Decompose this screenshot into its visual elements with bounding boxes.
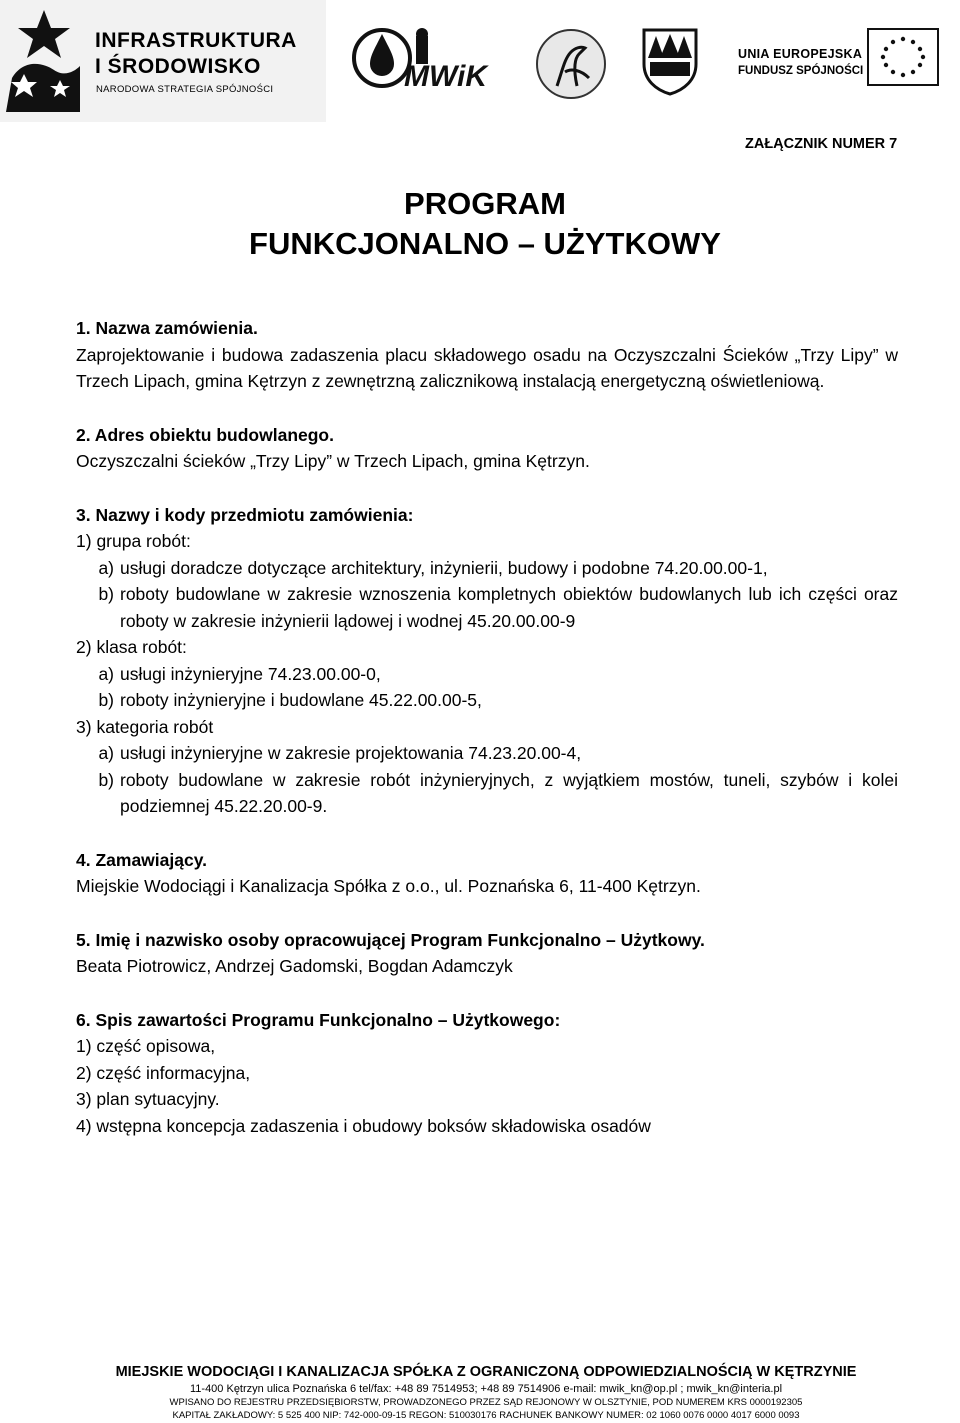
- section-1-heading: 1. Nazwa zamówienia.: [76, 318, 258, 338]
- section-6-heading: 6. Spis zawartości Programu Funkcjonalno – Użytkowego:: [76, 1009, 561, 1030]
- item-text: roboty inżynieryjne i budowlane 45.22.00.00-5,: [120, 690, 482, 710]
- mwik-logo: [352, 22, 498, 94]
- footer-capital: KAPITAŁ ZAKŁADOWY: 5 525 400 NIP: 742-000-09-15 REGON: 510030176 RACHUNEK BANKOWY NUMER: 02 1060 0076 0000 4017 6000 0093: [172, 1410, 800, 1421]
- document-body: [76, 315, 898, 1139]
- infrastruktura-logo: [0, 0, 326, 122]
- svg-text:MWiK: MWiK: [404, 60, 488, 93]
- section-1-text: Zaprojektowanie i budowa zadaszenia placu składowego osadu na Oczyszczalni Ścieków „Trzy Lipy” w Trzech Lipach, gmina Kętrzyn z zewnętrzną zalicznikową instalacją energetyczną oświetleniową.: [76, 344, 898, 391]
- group-2-item-b: [76, 687, 898, 714]
- star-figure-icon: [4, 8, 82, 114]
- group-1-num: 1): [76, 531, 92, 551]
- section-3-heading: 3. Nazwy i kody przedmiotu zamówienia:: [76, 504, 414, 525]
- group-1: [76, 528, 898, 555]
- item-label: a): [98, 557, 114, 578]
- item-label: a): [98, 663, 114, 684]
- coat-of-arms-icon: [640, 24, 700, 96]
- header-logos: [0, 0, 960, 125]
- annex-label: ZAŁĄCZNIK NUMER 7: [745, 136, 898, 152]
- document-title-line2: FUNKCJONALNO – UŻYTKOWY: [249, 226, 721, 261]
- item-label: b): [98, 769, 114, 790]
- section-4-text: Miejskie Wodociągi i Kanalizacja Spółka z o.o., ul. Poznańska 6, 11-400 Kętrzyn.: [76, 876, 701, 896]
- infra-title-line1: INFRASTRUKTURA: [95, 29, 297, 52]
- item-label: b): [98, 690, 114, 710]
- crane-emblem-icon: [535, 28, 607, 100]
- company-footer: [66, 1362, 906, 1422]
- group-3-item-b: [76, 767, 898, 820]
- group-1-item-b: [76, 581, 898, 634]
- section-5-text: Beata Piotrowicz, Andrzej Gadomski, Bogdan Adamczyk: [76, 956, 513, 976]
- group-3-num: 3): [76, 716, 92, 737]
- eu-logo-text: [738, 46, 863, 80]
- group-1-label: grupa robót:: [96, 531, 191, 551]
- contents-item-1: 1) część opisowa,: [76, 1036, 216, 1056]
- eu-line2: FUNDUSZ SPÓJNOŚCI: [738, 65, 864, 77]
- group-2-item-a: [76, 661, 898, 688]
- section-5-heading: 5. Imię i nazwisko osoby opracowującej Program Funkcjonalno – Użytkowy.: [76, 929, 705, 950]
- group-1-item-a: [76, 555, 898, 582]
- item-text: usługi inżynieryjne w zakresie projektowania 74.23.20.00-4,: [120, 743, 582, 763]
- group-2: [76, 634, 898, 661]
- eu-line1: UNIA EUROPEJSKA: [738, 47, 863, 61]
- section-4-heading: 4. Zamawiający.: [76, 849, 208, 870]
- eu-flag-icon: [867, 28, 939, 86]
- item-text: usługi inżynieryjne 74.23.00.00-0,: [120, 663, 381, 684]
- item-text: usługi doradcze dotyczące architektury, inżynierii, budowy i podobne 74.20.00.00-1,: [120, 557, 768, 578]
- group-2-num: 2): [76, 637, 92, 657]
- section-2-heading: 2. Adres obiektu budowlanego.: [76, 424, 334, 445]
- footer-registry: WPISANO DO REJESTRU PRZEDSIĘBIORSTW, PROWADZONEGO PRZEZ SĄD REJONOWY W OLSZTYNIE, POD NUMEREM KRS 0000192305: [169, 1397, 803, 1408]
- contents-item-4: 4) wstępna koncepcja zadaszenia i obudowy boksów składowiska osadów: [76, 1115, 651, 1136]
- footer-company-name: MIEJSKIE WODOCIĄGI I KANALIZACJA SPÓŁKA Z OGRANICZONĄ ODPOWIEDZIALNOŚCIĄ W KĘTRZYNIE: [115, 1364, 857, 1380]
- item-label: b): [98, 584, 114, 604]
- contents-item-3: 3) plan sytuacyjny.: [76, 1089, 220, 1109]
- item-label: a): [98, 743, 114, 763]
- group-3-item-a: [76, 740, 898, 767]
- infra-subtitle: NARODOWA STRATEGIA SPÓJNOŚCI: [96, 84, 274, 95]
- contents-item-2: 2) część informacyjna,: [76, 1062, 251, 1083]
- infra-title-line2: I ŚRODOWISKO: [95, 55, 261, 78]
- item-text: roboty budowlane w zakresie robót inżynieryjnych, z wyjątkiem mostów, tuneli, szybów i kolei podziemnej 45.22.20.00-9.: [120, 769, 898, 816]
- group-2-label: klasa robót:: [96, 637, 187, 657]
- group-3: [76, 714, 898, 741]
- section-2-text: Oczyszczalni ścieków „Trzy Lipy” w Trzech Lipach, gmina Kętrzyn.: [76, 451, 590, 471]
- footer-address: 11-400 Kętrzyn ulica Poznańska 6 tel/fax: +48 89 7514953; +48 89 7514906 e-mail: mwik_kn@op.pl ; mwik_kn@interia.pl: [189, 1383, 783, 1395]
- item-text: roboty budowlane w zakresie wznoszenia kompletnych obiektów budowlanych lub ich części oraz roboty w zakresie inżynierii lądowej i wodnej 45.20.00.00-9: [120, 584, 898, 631]
- group-3-label: kategoria robót: [96, 716, 214, 737]
- document-title-line1: PROGRAM: [404, 186, 566, 221]
